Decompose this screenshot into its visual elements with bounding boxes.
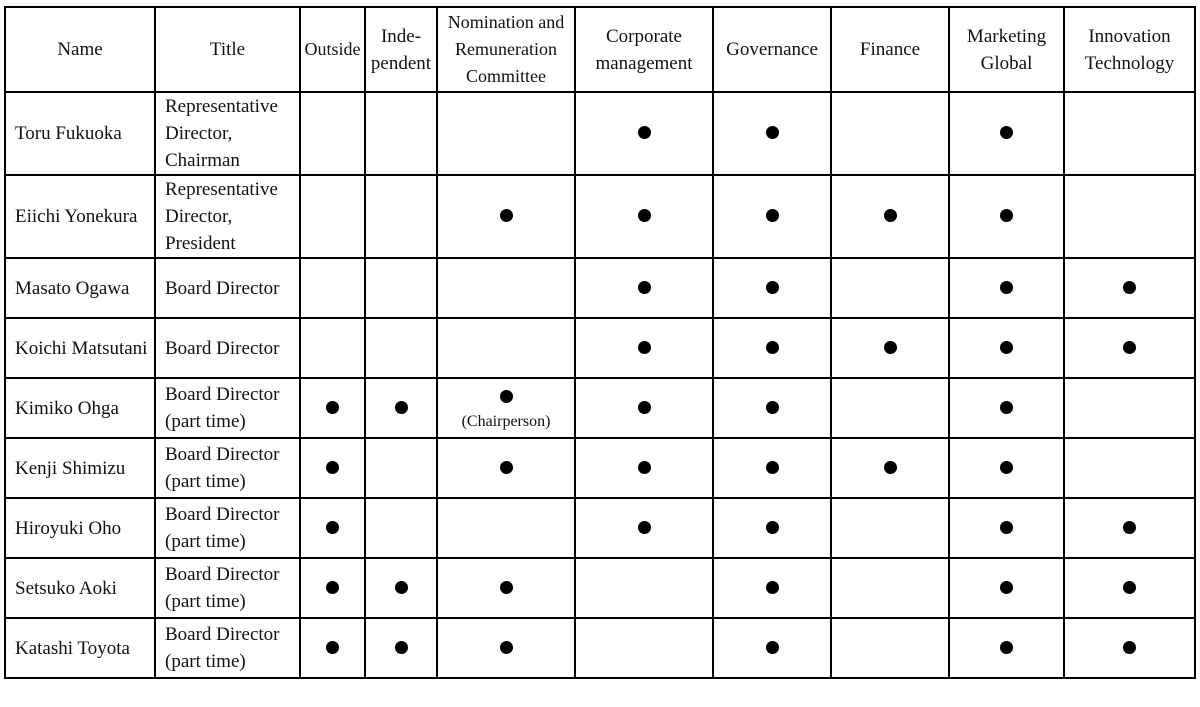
cell-committee xyxy=(437,498,575,558)
director-name: Toru Fukuoka xyxy=(5,92,155,175)
cell-marketing-global xyxy=(949,258,1064,318)
bullet-icon xyxy=(500,581,513,594)
header-outside xyxy=(300,7,365,92)
director-name: Koichi Matsutani xyxy=(5,318,155,378)
cell-innovation-technology xyxy=(1064,618,1195,678)
header-title xyxy=(155,7,300,92)
cell-independent xyxy=(365,175,437,258)
director-title: Board Director xyxy=(155,318,300,378)
table-row xyxy=(5,618,1195,678)
cell-finance xyxy=(831,438,949,498)
header-independent xyxy=(365,7,437,92)
table-row xyxy=(5,92,1195,175)
director-title: Board Director (part time) xyxy=(155,558,300,618)
cell-outside xyxy=(300,318,365,378)
bullet-icon xyxy=(1123,641,1136,654)
bullet-icon xyxy=(884,341,897,354)
director-title: Board Director (part time) xyxy=(155,498,300,558)
header-governance-label: Governance xyxy=(726,39,818,60)
committee-chair-note: (Chairperson) xyxy=(461,412,551,430)
bullet-icon xyxy=(326,641,339,654)
cell-marketing-global xyxy=(949,558,1064,618)
header-marketing-global-label: Marketing Global xyxy=(966,25,1047,74)
bullet-icon xyxy=(326,581,339,594)
director-name: Kimiko Ohga xyxy=(5,378,155,438)
bullet-icon xyxy=(500,461,513,474)
director-title: Board Director (part time) xyxy=(155,618,300,678)
cell-committee xyxy=(437,378,575,438)
bullet-icon xyxy=(1000,641,1013,654)
cell-marketing-global xyxy=(949,618,1064,678)
cell-independent xyxy=(365,498,437,558)
cell-innovation-technology xyxy=(1064,92,1195,175)
bullet-icon xyxy=(500,641,513,654)
cell-marketing-global xyxy=(949,175,1064,258)
cell-governance xyxy=(713,175,831,258)
cell-innovation-technology xyxy=(1064,438,1195,498)
cell-marketing-global xyxy=(949,498,1064,558)
bullet-icon xyxy=(1000,209,1013,222)
bullet-icon xyxy=(638,281,651,294)
cell-corporate-management xyxy=(575,498,713,558)
bullet-icon xyxy=(884,461,897,474)
table-row xyxy=(5,258,1195,318)
cell-finance xyxy=(831,175,949,258)
cell-committee xyxy=(437,92,575,175)
bullet-icon xyxy=(638,209,651,222)
cell-outside xyxy=(300,258,365,318)
header-finance-label: Finance xyxy=(859,39,921,60)
cell-outside xyxy=(300,558,365,618)
cell-outside xyxy=(300,92,365,175)
bullet-icon xyxy=(766,521,779,534)
cell-governance xyxy=(713,438,831,498)
director-name: Eiichi Yonekura xyxy=(5,175,155,258)
director-name: Setsuko Aoki xyxy=(5,558,155,618)
cell-innovation-technology xyxy=(1064,498,1195,558)
director-title: Board Director (part time) xyxy=(155,378,300,438)
cell-committee xyxy=(437,618,575,678)
bullet-icon xyxy=(766,461,779,474)
table-row xyxy=(5,438,1195,498)
header-corporate-management xyxy=(575,7,713,92)
cell-corporate-management xyxy=(575,378,713,438)
director-title: Board Director (part time) xyxy=(155,438,300,498)
director-title: Representative Director, President xyxy=(155,175,300,258)
cell-independent xyxy=(365,378,437,438)
header-innovation-technology xyxy=(1064,7,1195,92)
header-independent-label: Inde- pendent xyxy=(370,25,432,74)
cell-corporate-management xyxy=(575,258,713,318)
cell-governance xyxy=(713,92,831,175)
header-corporate-management-label: Corporate management xyxy=(595,25,693,74)
board-skills-matrix xyxy=(4,6,1196,679)
bullet-icon xyxy=(500,390,513,403)
cell-corporate-management xyxy=(575,175,713,258)
table-body xyxy=(5,92,1195,678)
cell-governance xyxy=(713,318,831,378)
bullet-icon xyxy=(766,209,779,222)
bullet-icon xyxy=(638,521,651,534)
table-row xyxy=(5,175,1195,258)
bullet-icon xyxy=(884,209,897,222)
bullet-icon xyxy=(395,401,408,414)
cell-independent xyxy=(365,558,437,618)
cell-governance xyxy=(713,618,831,678)
bullet-icon xyxy=(395,581,408,594)
cell-innovation-technology xyxy=(1064,175,1195,258)
bullet-icon xyxy=(326,521,339,534)
cell-corporate-management xyxy=(575,558,713,618)
header-name xyxy=(5,7,155,92)
cell-finance xyxy=(831,618,949,678)
bullet-icon xyxy=(1123,281,1136,294)
header-marketing-global xyxy=(949,7,1064,92)
cell-outside xyxy=(300,438,365,498)
header-outside-label: Outside xyxy=(304,39,361,59)
cell-committee xyxy=(437,558,575,618)
table-row xyxy=(5,558,1195,618)
cell-corporate-management xyxy=(575,618,713,678)
bullet-icon xyxy=(1123,581,1136,594)
director-name: Hiroyuki Oho xyxy=(5,498,155,558)
cell-innovation-technology xyxy=(1064,558,1195,618)
cell-finance xyxy=(831,258,949,318)
cell-innovation-technology xyxy=(1064,318,1195,378)
header-name-label: Name xyxy=(57,39,103,60)
cell-corporate-management xyxy=(575,92,713,175)
bullet-icon xyxy=(766,126,779,139)
bullet-icon xyxy=(395,641,408,654)
cell-independent xyxy=(365,258,437,318)
cell-outside xyxy=(300,378,365,438)
cell-governance xyxy=(713,378,831,438)
bullet-icon xyxy=(766,341,779,354)
cell-marketing-global xyxy=(949,92,1064,175)
bullet-icon xyxy=(638,461,651,474)
bullet-icon xyxy=(1000,281,1013,294)
bullet-icon xyxy=(638,341,651,354)
header-committee-label: Nomination and Remuneration Committee xyxy=(447,12,565,86)
bullet-icon xyxy=(500,209,513,222)
bullet-icon xyxy=(766,581,779,594)
cell-committee xyxy=(437,438,575,498)
cell-finance xyxy=(831,92,949,175)
cell-outside xyxy=(300,618,365,678)
header-committee xyxy=(437,7,575,92)
table-row xyxy=(5,378,1195,438)
cell-governance xyxy=(713,498,831,558)
bullet-icon xyxy=(326,461,339,474)
cell-corporate-management xyxy=(575,438,713,498)
bullet-icon xyxy=(1123,521,1136,534)
bullet-icon xyxy=(1000,401,1013,414)
cell-corporate-management xyxy=(575,318,713,378)
director-name: Katashi Toyota xyxy=(5,618,155,678)
bullet-icon xyxy=(638,401,651,414)
bullet-icon xyxy=(1123,341,1136,354)
header-row xyxy=(5,7,1195,92)
bullet-icon xyxy=(1000,126,1013,139)
bullet-icon xyxy=(1000,461,1013,474)
cell-marketing-global xyxy=(949,378,1064,438)
cell-governance xyxy=(713,558,831,618)
cell-outside xyxy=(300,498,365,558)
cell-independent xyxy=(365,318,437,378)
cell-finance xyxy=(831,498,949,558)
director-name: Kenji Shimizu xyxy=(5,438,155,498)
cell-governance xyxy=(713,258,831,318)
cell-finance xyxy=(831,378,949,438)
bullet-icon xyxy=(1000,521,1013,534)
bullet-icon xyxy=(326,401,339,414)
bullet-icon xyxy=(766,401,779,414)
cell-marketing-global xyxy=(949,438,1064,498)
cell-independent xyxy=(365,438,437,498)
director-title: Representative Director, Chairman xyxy=(155,92,300,175)
cell-finance xyxy=(831,558,949,618)
bullet-icon xyxy=(766,281,779,294)
bullet-icon xyxy=(1000,341,1013,354)
bullet-icon xyxy=(638,126,651,139)
header-governance xyxy=(713,7,831,92)
cell-committee xyxy=(437,258,575,318)
bullet-icon xyxy=(1000,581,1013,594)
cell-innovation-technology xyxy=(1064,258,1195,318)
cell-innovation-technology xyxy=(1064,378,1195,438)
header-innovation-technology-label: Innovation Technology xyxy=(1084,25,1175,74)
table-row xyxy=(5,318,1195,378)
cell-committee xyxy=(437,318,575,378)
header-title-label: Title xyxy=(209,39,246,60)
director-title: Board Director xyxy=(155,258,300,318)
cell-independent xyxy=(365,92,437,175)
header-finance xyxy=(831,7,949,92)
cell-finance xyxy=(831,318,949,378)
cell-independent xyxy=(365,618,437,678)
cell-committee xyxy=(437,175,575,258)
table-row xyxy=(5,498,1195,558)
bullet-icon xyxy=(766,641,779,654)
director-name: Masato Ogawa xyxy=(5,258,155,318)
cell-marketing-global xyxy=(949,318,1064,378)
cell-outside xyxy=(300,175,365,258)
